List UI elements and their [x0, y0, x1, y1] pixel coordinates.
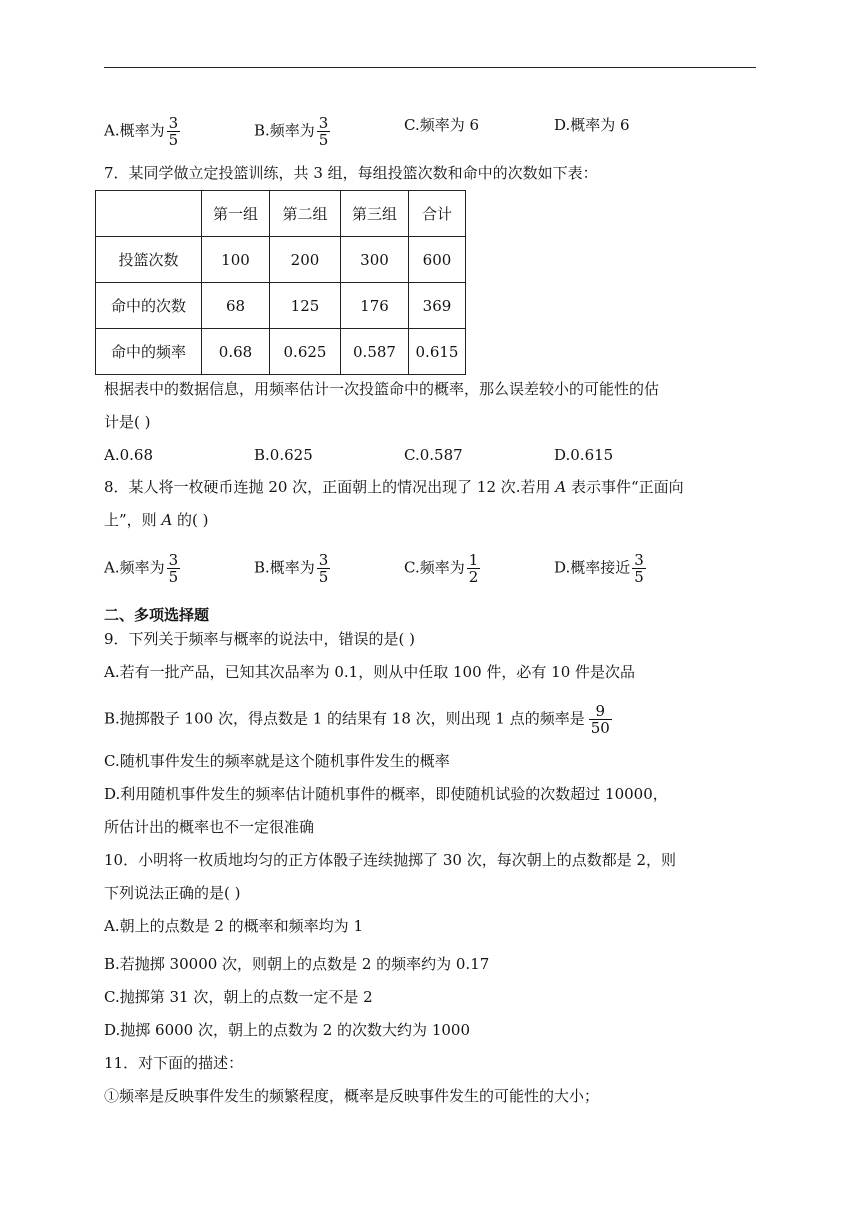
q8-option-c: C.频率为 $\frac{1}{2}$ — [404, 551, 479, 586]
table-header-row — [96, 191, 466, 237]
fraction: $\frac{9}{50}$ — [590, 702, 610, 737]
fraction: $\frac{3}{5}$ — [318, 114, 329, 149]
table-cell: 100 — [202, 237, 270, 283]
q10-option-c: C.抛掷第 31 次，朝上的点数一定不是 2 — [104, 988, 373, 1006]
q6-option-c: C.频率为 6 — [404, 116, 480, 134]
q6-option-b: B.频率为 $\frac{3}{5}$ — [254, 114, 329, 149]
q7-option-c: C.0.587 — [404, 446, 463, 464]
table-cell: 投篮次数 — [96, 237, 202, 283]
q10-stem-line2: 下列说法正确的是( ) — [104, 884, 241, 902]
q7-text-line1: 根据表中的数据信息，用频率估计一次投篮命中的概率，那么误差较小的可能性的估 — [104, 380, 660, 398]
q6-option-d: D.概率为 6 — [554, 116, 630, 134]
q11-item-1: ①频率是反映事件发生的频繁程度，概率是反映事件发生的可能性的大小； — [104, 1087, 600, 1105]
table-cell: 第一组 — [202, 191, 270, 237]
table-cell: 600 — [409, 237, 466, 283]
table-row — [96, 329, 466, 375]
q8-option-d: D.概率接近 $\frac{3}{5}$ — [554, 551, 644, 586]
q10-option-a: A.朝上的点数是 2 的概率和频率均为 1 — [104, 917, 363, 935]
table-row — [96, 283, 466, 329]
fraction: $\frac{3}{5}$ — [634, 551, 644, 586]
q10-stem-line1: 10．小明将一枚质地均匀的正方体骰子连续抛掷了 30 次，每次朝上的点数都是 2，则 — [104, 851, 677, 869]
table-cell — [96, 191, 202, 237]
q8-option-b: B.概率为 $\frac{3}{5}$ — [254, 551, 329, 586]
q9-option-d-line2: 所估计出的概率也不一定很准确 — [104, 818, 315, 836]
q10-option-b: B.若抛掷 30000 次，则朝上的点数是 2 的频率约为 0.17 — [104, 955, 490, 973]
table-cell: 命中的频率 — [96, 329, 202, 375]
table-cell: 300 — [341, 237, 409, 283]
table-cell: 125 — [270, 283, 341, 329]
q8-option-a: A.频率为 $\frac{3}{5}$ — [104, 551, 179, 586]
table-cell: 命中的次数 — [96, 283, 202, 329]
table-cell: 68 — [202, 283, 270, 329]
table-cell: 第二组 — [270, 191, 341, 237]
table-cell: 0.68 — [202, 329, 270, 375]
table-cell: 0.587 — [341, 329, 409, 375]
q9-option-d-line1: D.利用随机事件发生的频率估计随机事件的概率，即使随机试验的次数超过 10000， — [104, 785, 668, 803]
q6-option-a: A.概率为 $\frac{3}{5}$ — [104, 114, 179, 149]
fraction: $\frac{1}{2}$ — [468, 551, 479, 586]
q8-stem-line1: 8．某人将一枚硬币连抛 20 次，正面朝上的情况出现了 12 次.若用 A 表示事件“正面向 — [104, 478, 684, 496]
section-heading: 二、多项选择题 — [104, 606, 210, 624]
table-cell: 369 — [409, 283, 466, 329]
q10-option-d: D.抛掷 6000 次，朝上的点数为 2 的次数大约为 1000 — [104, 1021, 470, 1039]
q8-stem-line2: 上”，则 A 的( ) — [104, 511, 209, 529]
table-cell: 合计 — [409, 191, 466, 237]
header-rule — [104, 67, 756, 68]
table-cell: 第三组 — [341, 191, 409, 237]
q7-option-b: B.0.625 — [254, 446, 313, 464]
q9-option-b: B.抛掷骰子 100 次，得点数是 1 的结果有 18 次，则出现 1 点的频率是 $\frac{9}{50}$ — [104, 702, 610, 737]
q7-option-d: D.0.615 — [554, 446, 614, 464]
table-cell: 0.625 — [270, 329, 341, 375]
q11-stem: 11．对下面的描述： — [104, 1054, 244, 1072]
q7-text-line2: 计是( ) — [104, 413, 151, 431]
table-row — [96, 237, 466, 283]
table-cell: 200 — [270, 237, 341, 283]
table-cell: 0.615 — [409, 329, 466, 375]
fraction: $\frac{3}{5}$ — [168, 551, 179, 586]
fraction: $\frac{3}{5}$ — [168, 114, 179, 149]
q9-option-a: A.若有一批产品，已知其次品率为 0.1，则从中任取 100 件，必有 10 件是次品 — [104, 663, 636, 681]
q7-table — [95, 190, 466, 375]
q9-option-c: C.随机事件发生的频率就是这个随机事件发生的概率 — [104, 752, 450, 770]
q7-option-a: A.0.68 — [104, 446, 153, 464]
table-cell: 176 — [341, 283, 409, 329]
q9-stem: 9．下列关于频率与概率的说法中，错误的是( ) — [104, 630, 416, 648]
fraction: $\frac{3}{5}$ — [318, 551, 329, 586]
q7-stem: 7．某同学做立定投篮训练，共 3 组，每组投篮次数和命中的次数如下表： — [104, 164, 598, 182]
